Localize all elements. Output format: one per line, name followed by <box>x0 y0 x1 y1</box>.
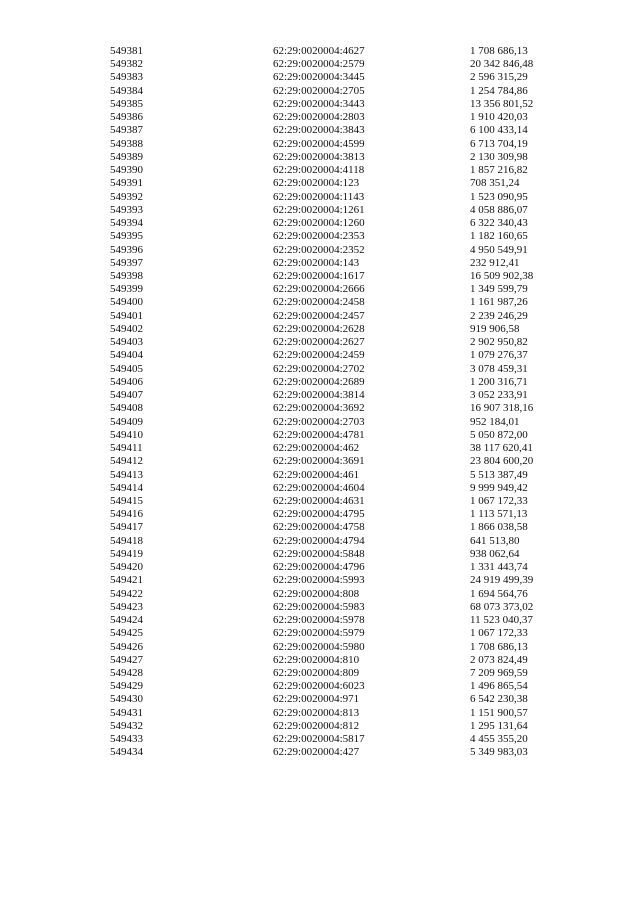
cadastral-value: 4 058 886,07 <box>470 203 528 216</box>
cadastral-number: 62:29:0020004:813 <box>273 706 360 719</box>
cadastral-number: 62:29:0020004:2702 <box>273 362 365 375</box>
cadastral-number: 62:29:0020004:2703 <box>273 415 365 428</box>
list-row <box>110 270 580 283</box>
cadastral-value: 9 999 949,42 <box>470 481 528 494</box>
row-number: 549385 <box>110 97 143 110</box>
cadastral-value: 919 906,58 <box>470 322 520 335</box>
row-number: 549428 <box>110 667 143 680</box>
row-number: 549427 <box>110 653 143 666</box>
cadastral-number: 62:29:0020004:2579 <box>273 58 365 71</box>
cadastral-value: 2 902 950,82 <box>470 336 528 349</box>
cadastral-value: 1 708 686,13 <box>470 640 528 653</box>
list-row <box>110 654 580 667</box>
list-row <box>110 45 580 58</box>
cadastral-number: 62:29:0020004:3691 <box>273 455 365 468</box>
list-row <box>110 495 580 508</box>
cadastral-number: 62:29:0020004:4631 <box>273 494 365 507</box>
row-number: 549407 <box>110 389 143 402</box>
row-number: 549405 <box>110 362 143 375</box>
cadastral-number: 62:29:0020004:812 <box>273 719 360 732</box>
row-number: 549400 <box>110 296 143 309</box>
row-number: 549395 <box>110 230 143 243</box>
cadastral-number: 62:29:0020004:2627 <box>273 336 365 349</box>
cadastral-value: 20 342 846,48 <box>470 58 534 71</box>
cadastral-value: 1 113 571,13 <box>470 508 528 521</box>
row-number: 549434 <box>110 746 143 759</box>
list-row <box>110 310 580 323</box>
list-row <box>110 402 580 415</box>
row-number: 549398 <box>110 269 143 282</box>
list-row <box>110 508 580 521</box>
list-row <box>110 58 580 71</box>
list-row <box>110 177 580 190</box>
cadastral-number: 62:29:0020004:3814 <box>273 389 365 402</box>
list-row <box>110 164 580 177</box>
list-row <box>110 680 580 693</box>
row-number: 549423 <box>110 600 143 613</box>
cadastral-value: 4 950 549,91 <box>470 243 528 256</box>
row-number: 549419 <box>110 547 143 560</box>
cadastral-value: 11 523 040,37 <box>470 614 533 627</box>
list-row <box>110 667 580 680</box>
row-number: 549424 <box>110 614 143 627</box>
cadastral-value: 641 513,80 <box>470 534 520 547</box>
cadastral-number: 62:29:0020004:2459 <box>273 349 365 362</box>
cadastral-value: 1 067 172,33 <box>470 494 528 507</box>
cadastral-number: 62:29:0020004:3843 <box>273 124 365 137</box>
row-number: 549396 <box>110 243 143 256</box>
cadastral-number: 62:29:0020004:462 <box>273 442 360 455</box>
cadastral-value: 6 100 433,14 <box>470 124 528 137</box>
cadastral-value: 1 910 420,03 <box>470 111 528 124</box>
list-row <box>110 614 580 627</box>
row-number: 549420 <box>110 561 143 574</box>
cadastral-number: 62:29:0020004:3692 <box>273 402 365 415</box>
cadastral-value: 1 866 038,58 <box>470 521 528 534</box>
cadastral-value: 24 919 499,39 <box>470 574 534 587</box>
list-row <box>110 85 580 98</box>
cadastral-number: 62:29:0020004:809 <box>273 667 360 680</box>
cadastral-number: 62:29:0020004:123 <box>273 177 360 190</box>
cadastral-value: 708 351,24 <box>470 177 520 190</box>
list-row <box>110 257 580 270</box>
cadastral-value: 3 078 459,31 <box>470 362 528 375</box>
cadastral-value: 1 523 090,95 <box>470 190 528 203</box>
list-row <box>110 693 580 706</box>
row-number: 549401 <box>110 309 143 322</box>
list-row <box>110 336 580 349</box>
cadastral-value: 16 907 318,16 <box>470 402 534 415</box>
row-number: 549391 <box>110 177 143 190</box>
cadastral-number: 62:29:0020004:143 <box>273 256 360 269</box>
list-row <box>110 429 580 442</box>
list-row <box>110 416 580 429</box>
cadastral-number: 62:29:0020004:4794 <box>273 534 365 547</box>
row-number: 549416 <box>110 508 143 521</box>
list-row <box>110 296 580 309</box>
cadastral-number: 62:29:0020004:4796 <box>273 561 365 574</box>
list-row <box>110 389 580 402</box>
cadastral-number: 62:29:0020004:4781 <box>273 428 365 441</box>
list-row <box>110 98 580 111</box>
list-row <box>110 535 580 548</box>
row-number: 549421 <box>110 574 143 587</box>
cadastral-value: 1 067 172,33 <box>470 627 528 640</box>
row-number: 549426 <box>110 640 143 653</box>
cadastral-number: 62:29:0020004:2458 <box>273 296 365 309</box>
list-row <box>110 482 580 495</box>
cadastral-number: 62:29:0020004:4758 <box>273 521 365 534</box>
cadastral-number: 62:29:0020004:6023 <box>273 680 365 693</box>
list-row <box>110 455 580 468</box>
cadastral-number: 62:29:0020004:3813 <box>273 150 365 163</box>
cadastral-number: 62:29:0020004:1260 <box>273 217 365 230</box>
list-row <box>110 124 580 137</box>
row-number: 549432 <box>110 719 143 732</box>
cadastral-value: 952 184,01 <box>470 415 520 428</box>
row-number: 549399 <box>110 283 143 296</box>
cadastral-number: 62:29:0020004:808 <box>273 587 360 600</box>
cadastral-number: 62:29:0020004:3443 <box>273 97 365 110</box>
list-row <box>110 151 580 164</box>
cadastral-value: 6 542 230,38 <box>470 693 528 706</box>
row-number: 549402 <box>110 322 143 335</box>
cadastral-number: 62:29:0020004:1617 <box>273 269 365 282</box>
cadastral-value: 938 062,64 <box>470 547 520 560</box>
row-number: 549431 <box>110 706 143 719</box>
cadastral-number: 62:29:0020004:971 <box>273 693 360 706</box>
cadastral-value: 23 804 600,20 <box>470 455 534 468</box>
cadastral-number: 62:29:0020004:2628 <box>273 322 365 335</box>
cadastral-value: 1 331 443,74 <box>470 561 528 574</box>
cadastral-number: 62:29:0020004:1261 <box>273 203 365 216</box>
row-number: 549389 <box>110 150 143 163</box>
row-number: 549408 <box>110 402 143 415</box>
cadastral-number: 62:29:0020004:4599 <box>273 137 365 150</box>
cadastral-number: 62:29:0020004:461 <box>273 468 360 481</box>
list-row <box>110 230 580 243</box>
list-row <box>110 588 580 601</box>
cadastral-value: 2 596 315,29 <box>470 71 528 84</box>
row-number: 549414 <box>110 481 143 494</box>
cadastral-value: 68 073 373,02 <box>470 600 534 613</box>
cadastral-number: 62:29:0020004:4118 <box>273 164 365 177</box>
row-number: 549390 <box>110 164 143 177</box>
cadastral-number: 62:29:0020004:4627 <box>273 45 365 57</box>
row-number: 549409 <box>110 415 143 428</box>
cadastral-number: 62:29:0020004:2705 <box>273 84 365 97</box>
row-number: 549388 <box>110 137 143 150</box>
cadastral-value: 1 496 865,54 <box>470 680 528 693</box>
cadastral-value: 5 513 387,49 <box>470 468 528 481</box>
list-row <box>110 217 580 230</box>
list-row <box>110 283 580 296</box>
cadastral-value-list <box>110 45 580 760</box>
list-row <box>110 111 580 124</box>
row-number: 549392 <box>110 190 143 203</box>
cadastral-number: 62:29:0020004:5993 <box>273 574 365 587</box>
cadastral-number: 62:29:0020004:4604 <box>273 481 365 494</box>
cadastral-value: 1 254 784,86 <box>470 84 528 97</box>
list-row <box>110 548 580 561</box>
row-number: 549406 <box>110 375 143 388</box>
list-row <box>110 323 580 336</box>
row-number: 549383 <box>110 71 143 84</box>
cadastral-value: 2 073 824,49 <box>470 653 528 666</box>
list-row <box>110 71 580 84</box>
cadastral-value: 5 050 872,00 <box>470 428 528 441</box>
row-number: 549425 <box>110 627 143 640</box>
cadastral-value: 1 295 131,64 <box>470 719 528 732</box>
cadastral-number: 62:29:0020004:2353 <box>273 230 365 243</box>
cadastral-value: 6 322 340,43 <box>470 217 528 230</box>
cadastral-number: 62:29:0020004:427 <box>273 746 360 759</box>
row-number: 549410 <box>110 428 143 441</box>
cadastral-number: 62:29:0020004:2803 <box>273 111 365 124</box>
list-row <box>110 376 580 389</box>
row-number: 549387 <box>110 124 143 137</box>
list-row <box>110 601 580 614</box>
row-number: 549415 <box>110 494 143 507</box>
list-row <box>110 627 580 640</box>
cadastral-value: 38 117 620,41 <box>470 442 533 455</box>
row-number: 549412 <box>110 455 143 468</box>
cadastral-value: 1 694 564,76 <box>470 587 528 600</box>
list-row <box>110 720 580 733</box>
list-row <box>110 469 580 482</box>
row-number: 549393 <box>110 203 143 216</box>
cadastral-number: 62:29:0020004:5978 <box>273 614 365 627</box>
cadastral-value: 5 349 983,03 <box>470 746 528 759</box>
list-row <box>110 204 580 217</box>
cadastral-number: 62:29:0020004:1143 <box>273 190 365 203</box>
cadastral-number: 62:29:0020004:5980 <box>273 640 365 653</box>
row-number: 549417 <box>110 521 143 534</box>
list-row <box>110 442 580 455</box>
list-row <box>110 138 580 151</box>
row-number: 549413 <box>110 468 143 481</box>
row-number: 549384 <box>110 84 143 97</box>
list-row <box>110 707 580 720</box>
row-number: 549403 <box>110 336 143 349</box>
row-number: 549430 <box>110 693 143 706</box>
cadastral-value: 16 509 902,38 <box>470 269 534 282</box>
cadastral-number: 62:29:0020004:2457 <box>273 309 365 322</box>
cadastral-value: 7 209 969,59 <box>470 667 528 680</box>
row-number: 549397 <box>110 256 143 269</box>
list-row <box>110 733 580 746</box>
cadastral-number: 62:29:0020004:5817 <box>273 733 365 746</box>
row-number: 549404 <box>110 349 143 362</box>
list-row <box>110 244 580 257</box>
list-row <box>110 521 580 534</box>
cadastral-value: 1 079 276,37 <box>470 349 528 362</box>
row-number: 549394 <box>110 217 143 230</box>
cadastral-value: 6 713 704,19 <box>470 137 528 150</box>
cadastral-value: 1 182 160,65 <box>470 230 528 243</box>
row-number: 549429 <box>110 680 143 693</box>
cadastral-number: 62:29:0020004:2689 <box>273 375 365 388</box>
cadastral-number: 62:29:0020004:5979 <box>273 627 365 640</box>
cadastral-number: 62:29:0020004:3445 <box>273 71 365 84</box>
cadastral-value: 2 239 246,29 <box>470 309 528 322</box>
cadastral-value: 1 349 599,79 <box>470 283 528 296</box>
list-row <box>110 349 580 362</box>
cadastral-value: 1 161 987,26 <box>470 296 528 309</box>
cadastral-value: 1 151 900,57 <box>470 706 528 719</box>
row-number: 549433 <box>110 733 143 746</box>
cadastral-value: 232 912,41 <box>470 256 520 269</box>
list-row <box>110 561 580 574</box>
list-row <box>110 746 580 759</box>
cadastral-value: 13 356 801,52 <box>470 97 534 110</box>
cadastral-value: 3 052 233,91 <box>470 389 528 402</box>
row-number: 549422 <box>110 587 143 600</box>
cadastral-number: 62:29:0020004:2666 <box>273 283 365 296</box>
cadastral-number: 62:29:0020004:2352 <box>273 243 365 256</box>
list-row <box>110 363 580 376</box>
row-number: 549381 <box>110 45 143 57</box>
list-row <box>110 191 580 204</box>
row-number: 549386 <box>110 111 143 124</box>
cadastral-number: 62:29:0020004:5983 <box>273 600 365 613</box>
row-number: 549382 <box>110 58 143 71</box>
cadastral-number: 62:29:0020004:810 <box>273 653 360 666</box>
row-number: 549411 <box>110 442 143 455</box>
row-number: 549418 <box>110 534 143 547</box>
cadastral-number: 62:29:0020004:4795 <box>273 508 365 521</box>
cadastral-value: 4 455 355,20 <box>470 733 528 746</box>
cadastral-value: 1 200 316,71 <box>470 375 528 388</box>
list-row <box>110 641 580 654</box>
list-row <box>110 574 580 587</box>
cadastral-value: 1 708 686,13 <box>470 45 528 57</box>
cadastral-value: 2 130 309,98 <box>470 150 528 163</box>
cadastral-number: 62:29:0020004:5848 <box>273 547 365 560</box>
cadastral-value: 1 857 216,82 <box>470 164 528 177</box>
